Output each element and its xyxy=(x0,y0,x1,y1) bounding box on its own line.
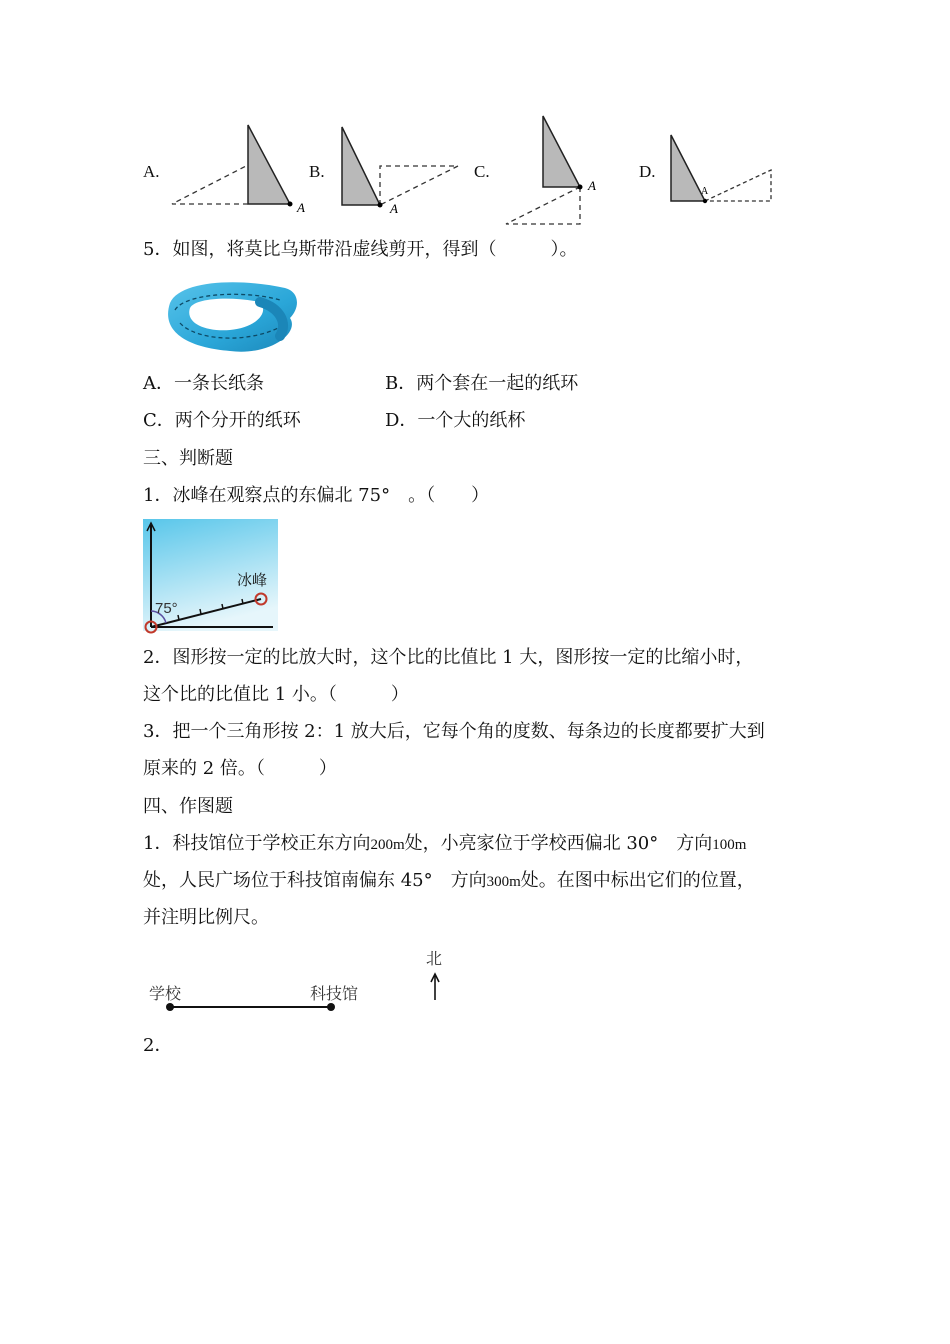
s4-q1-text: 处，小亮家位于学校西偏北 30° 方向 xyxy=(404,833,713,854)
s4-q1-line3: 并注明比例尺。 xyxy=(143,907,269,928)
museum-label: 科技馆 xyxy=(310,984,359,1003)
north-label: 北 xyxy=(426,949,443,968)
option-d-figure xyxy=(665,130,785,210)
s3-q3-line1: 3．把一个三角形按 2：1 放大后，它每个角的度数、每条边的长度都要扩大到 xyxy=(143,721,765,742)
option-d-label[interactable]: D. xyxy=(639,162,656,181)
q5-option-a[interactable]: A．一条长纸条 xyxy=(143,373,264,394)
option-a-label[interactable]: A. xyxy=(143,162,160,181)
q5-text: 5．如图，将莫比乌斯带沿虚线剪开，得到（ ）。 xyxy=(143,239,578,260)
q5-option-b[interactable]: B．两个套在一起的纸环 xyxy=(385,373,579,394)
option-a-figure xyxy=(160,120,320,220)
vertex-label: A xyxy=(297,200,305,215)
angle-label: 75° xyxy=(155,600,178,617)
s3-q1-text: 1．冰峰在观察点的东偏北 75° 。（ ） xyxy=(143,485,490,506)
iceberg-label: 冰峰 xyxy=(237,571,268,589)
school-label: 学校 xyxy=(149,984,182,1003)
distance-value: 100m xyxy=(712,837,747,853)
iceberg-direction-figure xyxy=(143,519,279,633)
s4-q1-line2 xyxy=(143,869,755,894)
option-c-figure xyxy=(500,110,620,230)
s3-q3-line2: 原来的 2 倍。（ ） xyxy=(143,758,337,779)
q5-option-d[interactable]: D．一个大的纸杯 xyxy=(385,410,526,431)
option-b-figure xyxy=(330,120,470,220)
vertex-label: A xyxy=(588,178,596,193)
map-drawing-figure xyxy=(140,940,460,1020)
vertex-label: A xyxy=(701,186,709,197)
section4-title: 四、作图题 xyxy=(143,796,233,817)
s4-q1-text: 1．科技馆位于学校正东方向 xyxy=(143,833,371,854)
distance-value: 200m xyxy=(370,837,405,853)
s3-q2-line1: 2．图形按一定的比放大时，这个比的比值比 1 大，图形按一定的比缩小时， xyxy=(143,647,754,668)
mobius-strip-figure xyxy=(160,278,310,358)
s4-q1-text: 处。在图中标出它们的位置， xyxy=(520,870,755,891)
s4-q2-text: 2． xyxy=(143,1035,173,1056)
s4-q1-text: 处，人民广场位于科技馆南偏东 45° 方向 xyxy=(143,870,487,891)
section3-title: 三、判断题 xyxy=(143,448,233,469)
distance-value: 300m xyxy=(486,874,521,890)
vertex-label: A xyxy=(390,201,398,216)
option-c-label[interactable]: C. xyxy=(474,162,490,181)
option-b-label[interactable]: B. xyxy=(309,162,325,181)
q5-option-c[interactable]: C．两个分开的纸环 xyxy=(143,410,301,431)
s3-q2-line2: 这个比的比值比 1 小。（ ） xyxy=(143,684,409,705)
s4-q1-line1 xyxy=(143,832,746,857)
